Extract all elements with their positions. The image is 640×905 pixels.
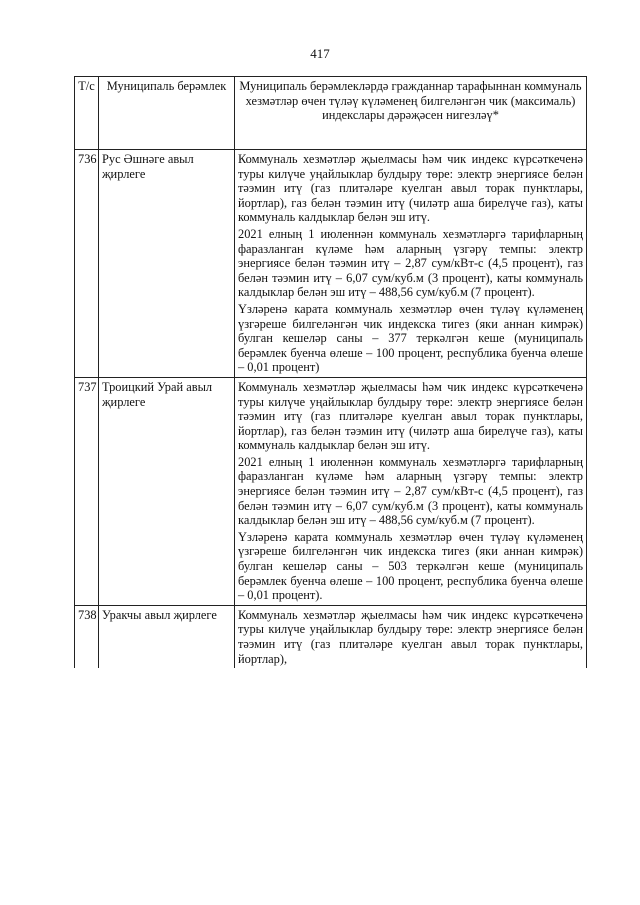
description-paragraph: Коммуналь хезмәтләр җыелмасы һәм чик индекс күрсәткеченә туры килүче уңайлыклар булдыру төре: электр энергиясе белән тәэмин итү (газ плитәләре куелган авыл торак пунктлары, йортлар), газ белән тәэмин итү (чиләтр аша бирелүче газ), каты коммуналь калдыклар белән эш итү. <box>238 379 583 453</box>
description-paragraph: 2021 елның 1 июленнән коммуналь хезмәтләргә тарифларның фаразланган күләме һәм аларның үзгәрү темпы: электр энергиясе белән тәэмин итү – 2,87 сум/кВт-с (4,5 процент), газ белән тәэмин итү – 6,07 сум/куб.м (3 процент), каты коммуналь калдыклар белән эш итү – 488,56 сум/куб.м (7 процент). <box>238 226 583 300</box>
description-paragraph: Үзләренә карата коммуналь хезмәтләр өчен түләү күләменең үзгәреше билгеләнгән чик индекска тигез (яки аннан кимрәк) булган кешеләр саны – 377 теркәлгән кеше (муниципаль берәмлек буенча өлеше – 100 процент, республика буенча өлеше – 0,01 процент) <box>238 301 583 375</box>
row-number: 736 <box>75 150 99 378</box>
municipality-name: Рус Әшнәге авыл җирлеге <box>99 150 235 378</box>
description-paragraph: 2021 елның 1 июленнән коммуналь хезмәтләргә тарифларның фаразланган күләме һәм аларның үзгәрү темпы: электр энергиясе белән тәэмин итү – 2,87 сум/кВт-с (4,5 процент), газ белән тәэмин итү – 6,07 сум/куб.м (3 процент), каты коммуналь калдыклар белән эш итү – 488,56 сум/куб.м (7 процент). <box>238 454 583 528</box>
table-header-row <box>75 77 587 150</box>
municipality-name: Троицкий Урай авыл җирлеге <box>99 377 235 605</box>
description-cell <box>235 377 587 605</box>
description-paragraph: Үзләренә карата коммуналь хезмәтләр өчен түләү күләменең үзгәреше билгеләнгән чик индекска тигез (яки аннан кимрәк) булган кешеләр саны – 503 теркәлгән кеше (муниципаль берәмлек буенча өлеше – 100 процент, республика буенча өлеше – 0,01 процент). <box>238 529 583 603</box>
table-row <box>75 377 587 605</box>
table-row <box>75 605 587 668</box>
table-row <box>75 150 587 378</box>
header-municipality: Муниципаль берәмлек <box>99 77 235 150</box>
description-cell <box>235 605 587 668</box>
municipality-name: Уракчы авыл җирлеге <box>99 605 235 668</box>
row-number: 738 <box>75 605 99 668</box>
header-description: Муниципаль берәмлекләрдә гражданнар тарафыннан коммуналь хезмәтләр өчен түләү күләменең билгеләнгән чик (максималь) индекслары дәрәҗәсен нигезләү* <box>235 77 587 150</box>
description-paragraph: Коммуналь хезмәтләр җыелмасы һәм чик индекс күрсәткеченә туры килүче уңайлыклар булдыру төре: электр энергиясе белән тәэмин итү (газ плитәләре куелган авыл торак пунктлары, йортлар), <box>238 607 583 666</box>
tariff-table <box>74 76 587 668</box>
row-number: 737 <box>75 377 99 605</box>
description-cell <box>235 150 587 378</box>
header-num: Т/с <box>75 77 99 150</box>
description-paragraph: Коммуналь хезмәтләр җыелмасы һәм чик индекс күрсәткеченә туры килүче уңайлыклар булдыру төре: электр энергиясе белән тәэмин итү (газ плитәләре куелган авыл торак пунктлары, йортлар), газ белән тәэмин итү (чиләтр аша бирелүче газ), каты коммуналь калдыклар белән эш итү. <box>238 152 583 225</box>
page-number: 417 <box>310 46 330 61</box>
